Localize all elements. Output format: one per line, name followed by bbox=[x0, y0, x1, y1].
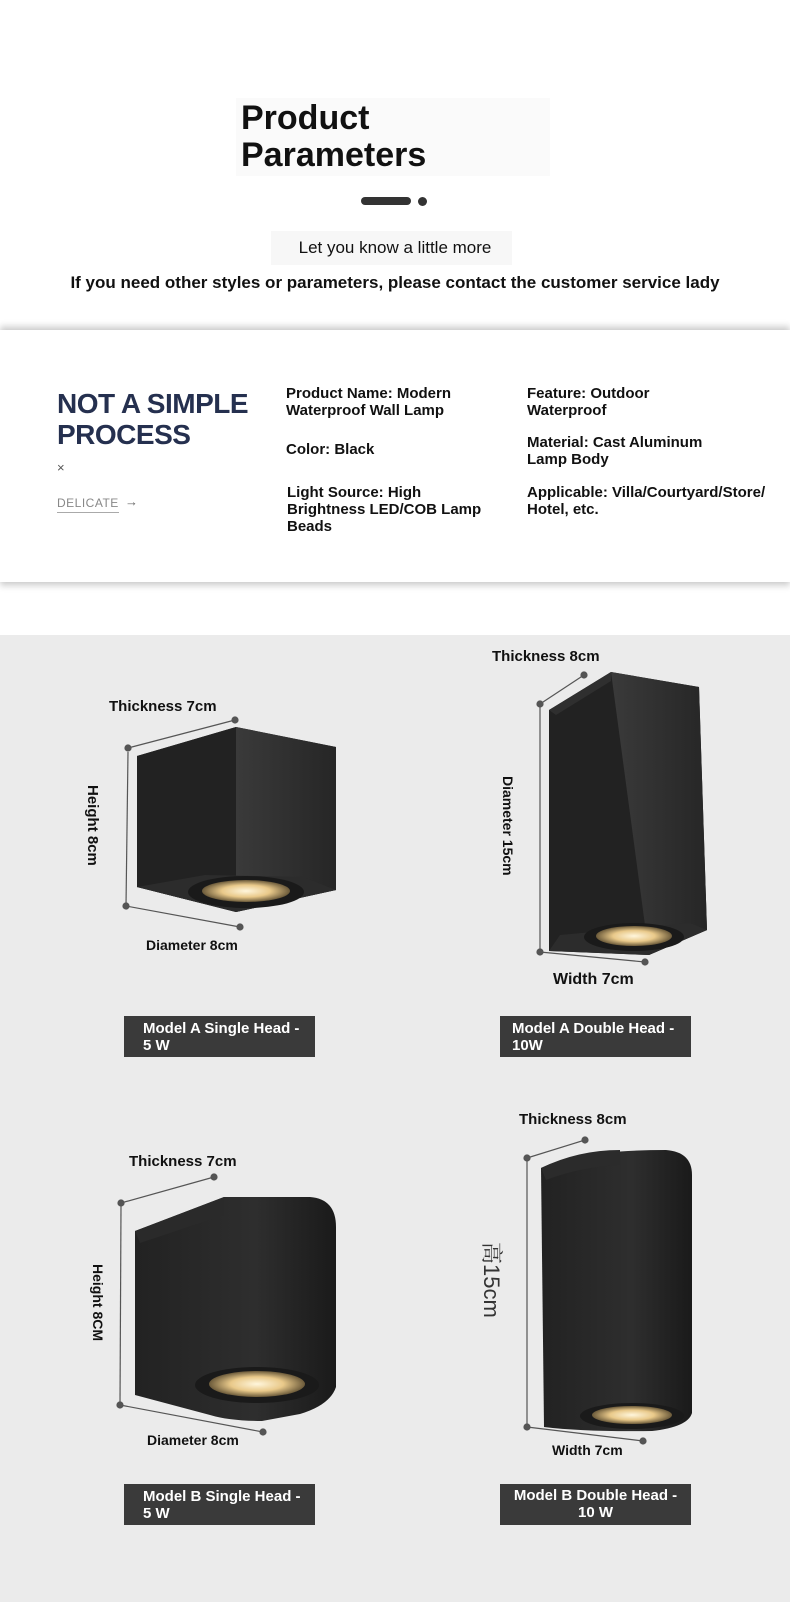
lamp-a-single-diameter: Diameter 8cm bbox=[146, 937, 238, 953]
lamp-a-double-diameter: Diameter 15cm bbox=[500, 776, 516, 876]
spec-light-source: Light Source: High Brightness LED/COB Lamp Beads bbox=[287, 484, 482, 535]
model-a-single-label: Model A Single Head - 5 W bbox=[124, 1016, 315, 1057]
lamp-b-double-thickness: Thickness 8cm bbox=[519, 1111, 627, 1128]
lamp-a-single-thickness: Thickness 7cm bbox=[109, 698, 217, 715]
product-gallery bbox=[0, 635, 790, 1602]
spec-headline bbox=[57, 388, 248, 450]
lamp-illustrations bbox=[0, 635, 790, 1602]
lamp-b-single-diameter: Diameter 8cm bbox=[147, 1432, 239, 1448]
contact-note: If you need other styles or parameters, please contact the customer service lady bbox=[70, 273, 720, 292]
spec-panel bbox=[0, 330, 790, 582]
headline-line-1: NOT A SIMPLE bbox=[57, 388, 249, 419]
lamp-a-double-image bbox=[537, 672, 707, 965]
lamp-a-double-width: Width 7cm bbox=[553, 971, 634, 988]
subtitle: Let you know a little more bbox=[298, 238, 492, 257]
decor-dot bbox=[418, 197, 427, 206]
model-a-double-label: Model A Double Head - 10W bbox=[500, 1016, 691, 1057]
lamp-b-single-height: Height 8CM bbox=[90, 1264, 106, 1341]
title-line-1: Product bbox=[241, 99, 370, 137]
headline-line-2: PROCESS bbox=[57, 419, 191, 450]
lamp-a-single-height: Height 8cm bbox=[84, 785, 101, 866]
lamp-a-double-thickness: Thickness 8cm bbox=[492, 648, 600, 665]
model-b-double-label: Model B Double Head - 10 W bbox=[500, 1484, 691, 1525]
lamp-b-single-thickness: Thickness 7cm bbox=[129, 1153, 237, 1170]
delicate-link[interactable]: DELICATE bbox=[57, 496, 119, 513]
lamp-b-double-height: 高15cm bbox=[479, 1242, 504, 1318]
lamp-b-double-image bbox=[524, 1137, 692, 1444]
spec-color: Color: Black bbox=[286, 441, 375, 458]
title-line-2: Parameters bbox=[241, 136, 427, 174]
lamp-a-single-image bbox=[123, 717, 336, 930]
spec-feature: Feature: Outdoor Waterproof bbox=[527, 385, 650, 419]
close-icon: × bbox=[57, 460, 65, 475]
lamp-b-single-image bbox=[117, 1174, 336, 1435]
lamp-b-double-width: Width 7cm bbox=[552, 1442, 623, 1458]
model-b-single-label: Model B Single Head - 5 W bbox=[124, 1484, 315, 1525]
arrow-right-icon[interactable]: → bbox=[125, 494, 138, 509]
spec-material: Material: Cast Aluminum Lamp Body bbox=[527, 434, 703, 468]
page-header bbox=[0, 0, 790, 330]
spec-applicable: Applicable: Villa/Courtyard/Store/ Hotel, etc. bbox=[527, 484, 766, 518]
decor-dash bbox=[361, 197, 411, 205]
page-title bbox=[241, 100, 426, 174]
spec-product-name: Product Name: Modern Waterproof Wall Lamp bbox=[286, 385, 452, 419]
